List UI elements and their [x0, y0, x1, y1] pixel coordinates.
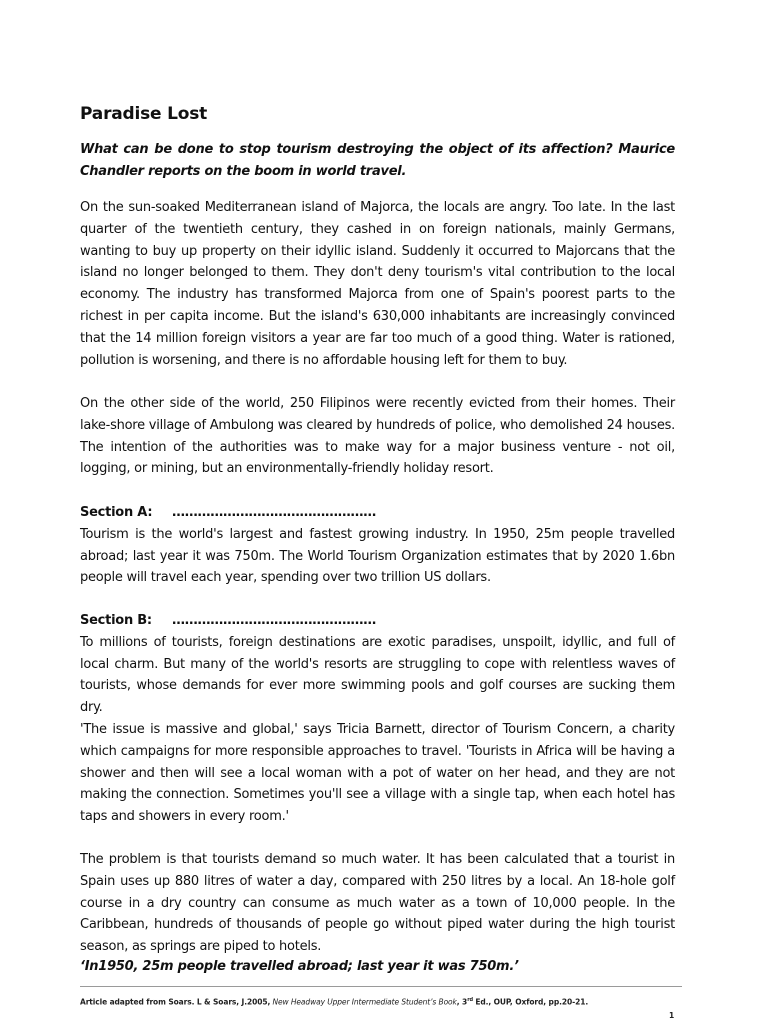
section-b-blank[interactable]: …………………………………………: [172, 613, 376, 628]
section-a-blank[interactable]: …………………………………………: [172, 505, 376, 520]
section-a: [80, 502, 675, 589]
footer-divider: [80, 986, 682, 987]
section-b-label: Section B:: [80, 613, 152, 628]
citation-edition: , 3: [456, 997, 468, 1007]
citation-prefix: Article adapted from Soars. L & Soars, J.2005,: [80, 997, 271, 1007]
paragraph-barnett: 'The issue is massive and global,' says Tricia Barnett, director of Tourism Concern, a charity which campaigns for more responsible approaches to travel. 'Tourists in Africa will be having a shower and then will see a local woman with a pot of water on her head, and they are not making the connection. Sometimes you'll see a village with a single tap, when each hotel has taps and showers in every room.': [80, 722, 675, 825]
paragraph-water: The problem is that tourists demand so much water. It has been calculated that a tourist in Spain uses up 880 litres of water a day, compared with 250 litres by a local. An 18-hole golf course in a dry country can consume as much water as a town of 10,000 people. In the Caribbean, hundreds of thousands of people go without piped water during the high tourist season, as springs are piped to hotels.: [80, 852, 675, 955]
section-a-text: Tourism is the world's largest and fastest growing industry. In 1950, 25m people travelled abroad; last year it was 750m. The World Tourism Organization estimates that by 2020 1.6bn people will travel each year, spending over two trillion US dollars.: [80, 526, 675, 586]
section-b-text: To millions of tourists, foreign destinations are exotic paradises, unspoilt, idyllic, and full of local charm. But many of the world's resorts are struggling to cope with relentless waves of tourists, whose demands for ever more swimming pools and golf courses are sucking them dry.: [80, 634, 675, 716]
section-a-label: Section A:: [80, 505, 153, 520]
pull-quote: ‘In1950, 25m people travelled abroad; last year it was 750m.’: [80, 959, 519, 974]
section-b-heading: [80, 610, 675, 632]
article-title: Paradise Lost: [80, 104, 208, 124]
page-number: 1: [669, 1011, 675, 1020]
paragraph-majorca: On the sun-soaked Mediterranean island of Majorca, the locals are angry. Too late. In the last quarter of the twentieth century, they cashed in on foreign nationals, mainly Germans, wanting to buy up property on their idyllic island. Suddenly it occurred to Majorcans that the island no longer belonged to them. They don't deny tourism's vital contribution to the local economy. The industry has transformed Majorca from one of Spain's poorest parts to the richest in per capita income. But the island's 630,000 inhabitants are increasingly convinced that the 14 million foreign visitors a year are far too much of a good thing. Water is rationed, pollution is worsening, and there is no affordable housing left for them to buy.: [80, 200, 675, 368]
section-b: [80, 610, 675, 719]
footer-citation: [80, 997, 588, 1007]
paragraph-filipinos: On the other side of the world, 250 Filipinos were recently evicted from their homes. Their lake-shore village of Ambulong was cleared by hundreds of police, who demolished 24 houses. The intention of the authorities was to make way for a major business venture - not oil, logging, or mining, but an environmentally-friendly holiday resort.: [80, 396, 675, 477]
citation-edition-suffix: rd: [467, 997, 474, 1003]
citation-book-title: New Headway Upper Intermediate Student’s Book: [272, 997, 457, 1007]
section-a-heading: [80, 502, 675, 524]
citation-suffix: Ed., OUP, Oxford, pp.20-21.: [475, 997, 589, 1007]
article-lead: What can be done to stop tourism destroying the object of its affection? Maurice Chandler reports on the boom in world travel.: [80, 142, 675, 179]
